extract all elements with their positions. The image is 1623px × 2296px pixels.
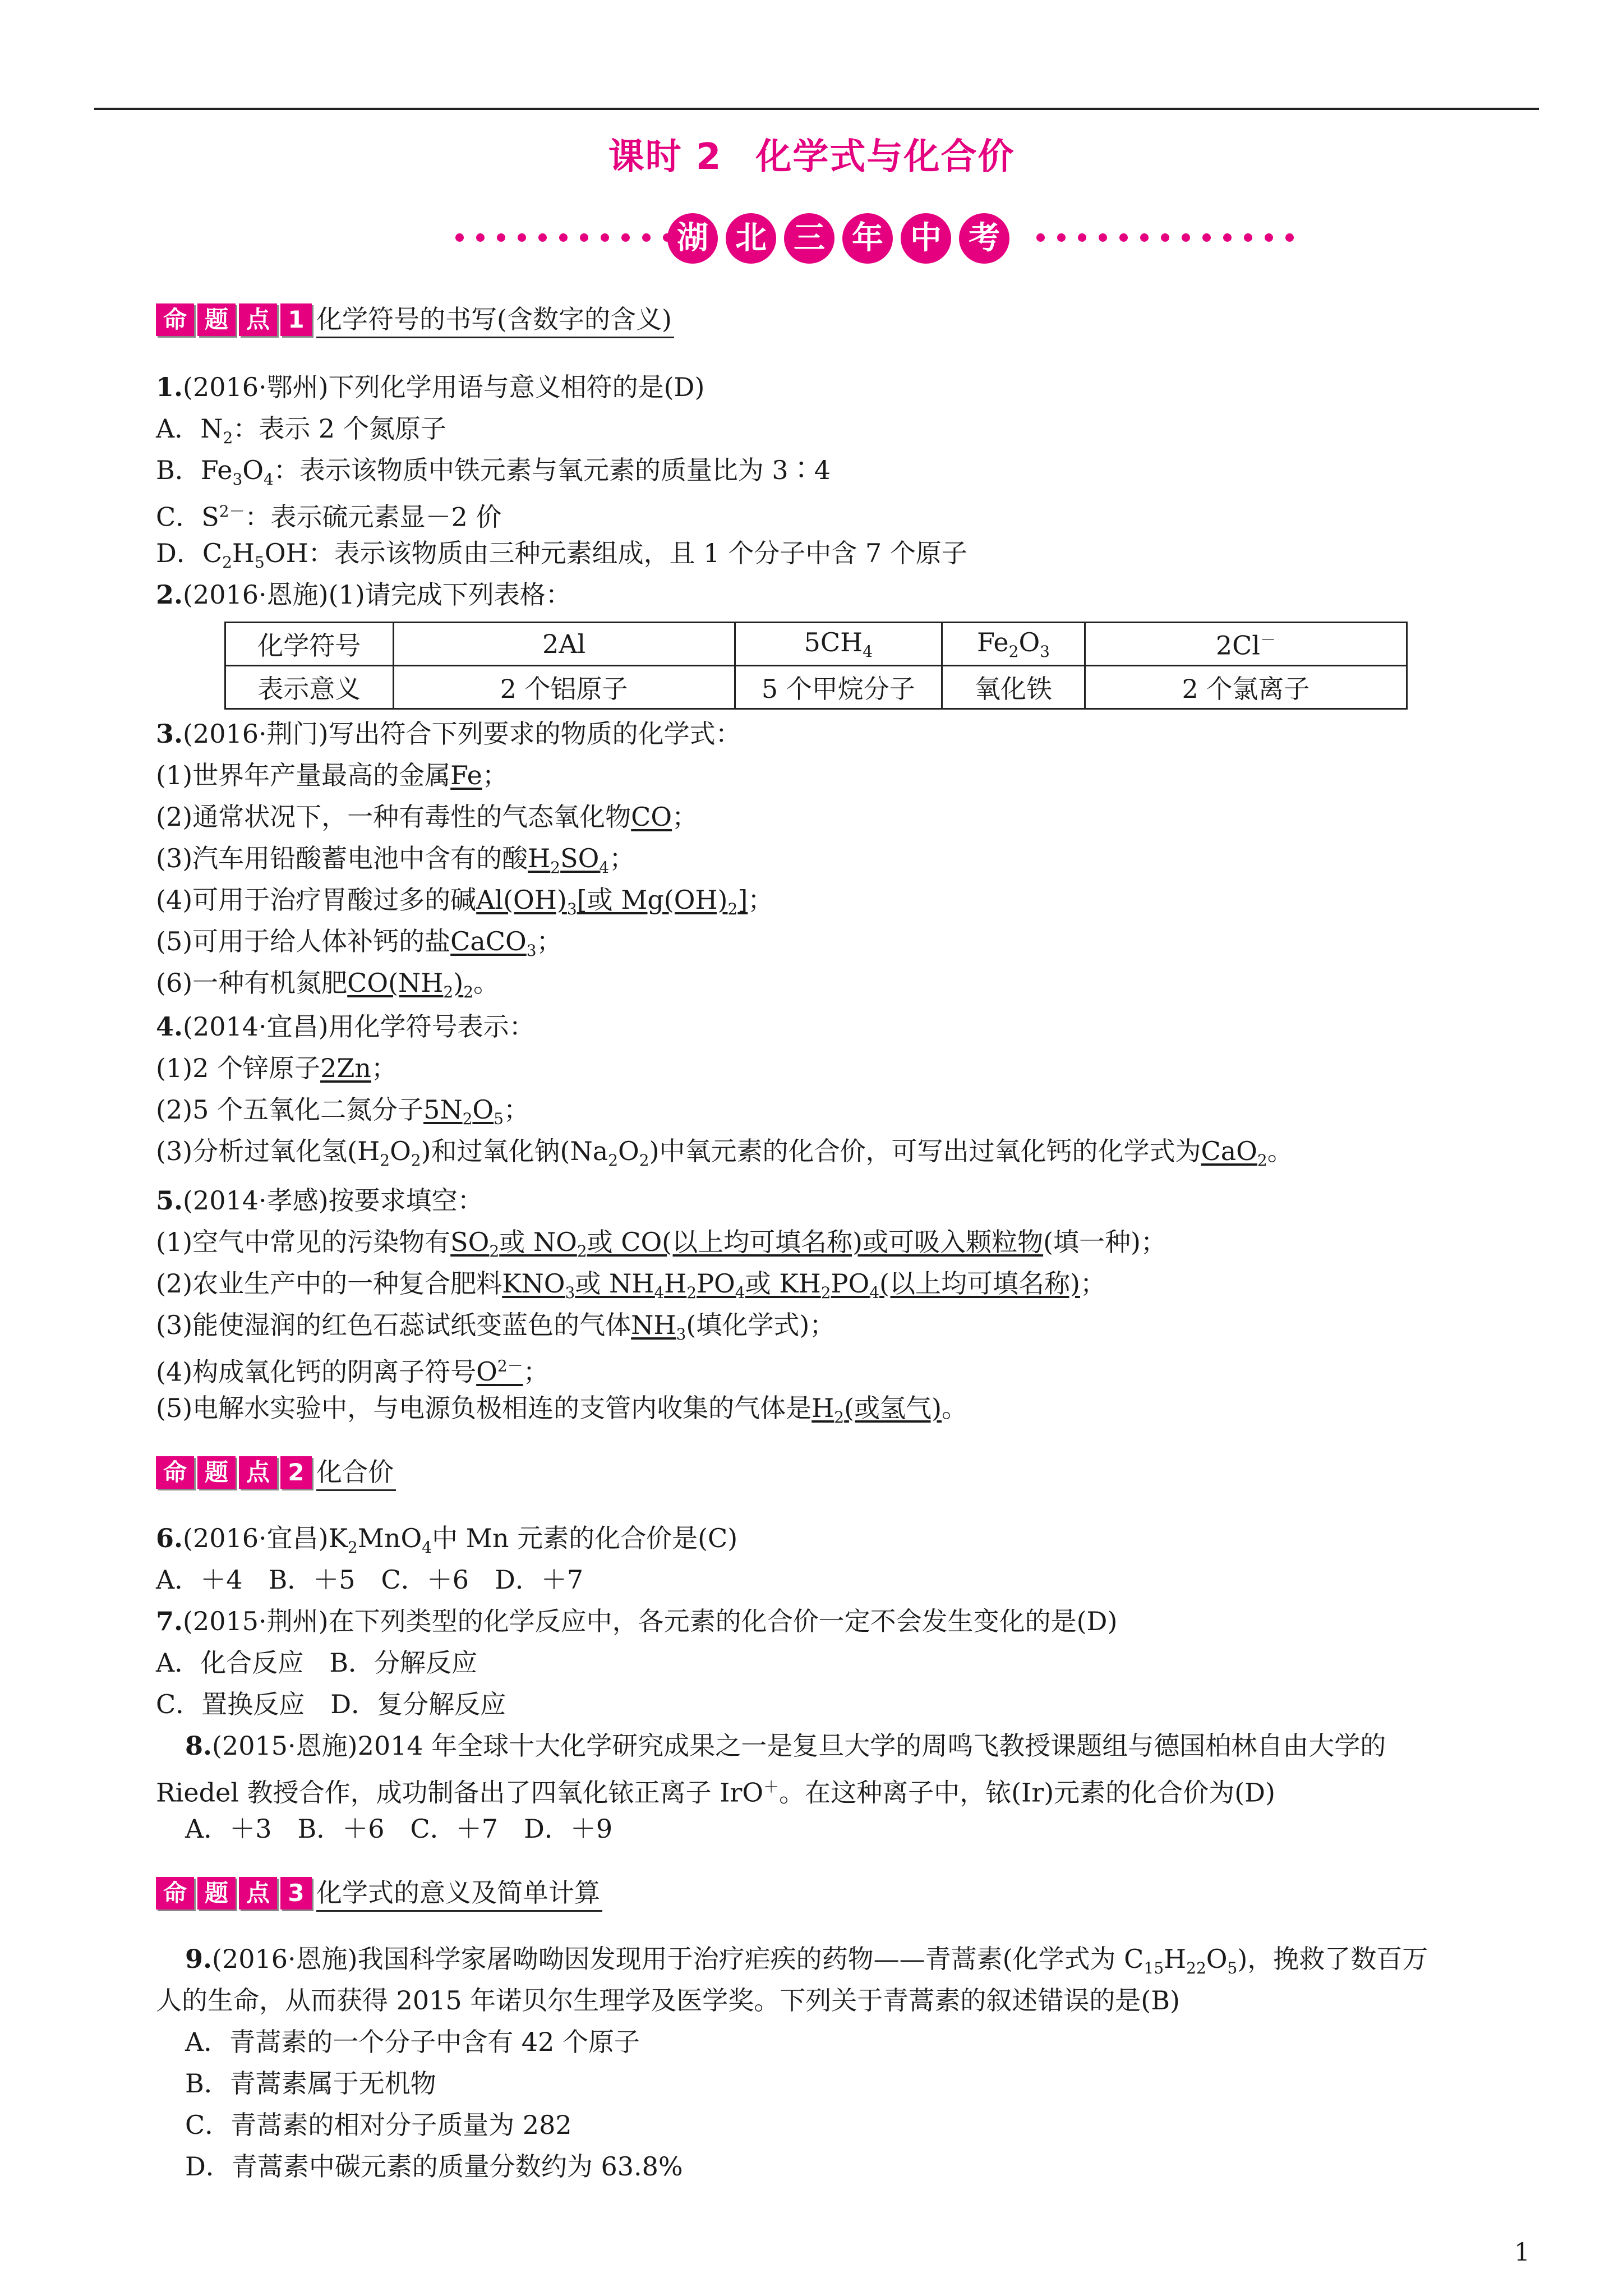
question-9-option-d: D．青蒿素中碳元素的质量分数约为 63.8% (185, 2151, 683, 2182)
question-3-item: (5)可用于给人体补钙的盐CaCO$_3$； (156, 926, 562, 960)
section-title: 化合价 (316, 1455, 396, 1491)
section-badge: 命 题 点 1 (156, 303, 312, 336)
banner-char: 考 (959, 213, 1009, 264)
table-cell: $5CH_4$ (735, 623, 942, 666)
question-9-option-b: B．青蒿素属于无机物 (185, 2068, 436, 2099)
question-2-stem: 2.(2016·恩施)(1)请完成下列表格： (156, 579, 571, 610)
answer: $H_2$(或氢气) (811, 1393, 942, 1427)
answer: $SO_2$或 $NO_2$或 CO(以上均可填名称)或可吸入颗粒物 (450, 1227, 1044, 1261)
banner-char: 中 (901, 213, 951, 264)
question-6-options: A．＋4 B．＋5 C．＋6 D．＋7 (156, 1565, 584, 1595)
question-4-item: (1)2 个锌原子2Zn； (156, 1053, 397, 1083)
table-cell: 5 个甲烷分子 (735, 666, 942, 709)
banner-dots-right (1036, 233, 1294, 242)
table-cell: 2Al (393, 623, 735, 666)
question-3-item: (4)可用于治疗胃酸过多的碱$Al(OH)_3$[或 $Mg(OH)_2$]； (156, 885, 774, 919)
section-title: 化学符号的书写(含数字的含义) (316, 302, 674, 338)
question-5-stem: 5.(2014·孝感)按要求填空： (156, 1185, 483, 1216)
question-5-item: (5)电解水实验中，与电源负极相连的支管内收集的气体是$H_2$(或氢气)。 (156, 1393, 968, 1427)
banner-char: 北 (726, 213, 776, 264)
section-badge: 命 题 点 3 (156, 1877, 312, 1910)
question-1-option-b: B．$Fe_3O_4$：表示该物质中铁元素与氧元素的质量比为 3∶4 (156, 455, 831, 489)
question-5-item: (2)农业生产中的一种复合肥料$KNO_3$或 $NH_4H_2PO_4$或 $KH_2PO_4$(以上均可填名称)； (156, 1268, 1106, 1303)
lesson-name: 化学式与化合价 (755, 136, 1015, 178)
question-8-stem: 8.(2015·恩施)2014 年全球十大化学研究成果之一是复旦大学的周鸣飞教授课题组与德国柏林自由大学的 (185, 1731, 1386, 1761)
question-8-stem-cont: Riedel 教授合作，成功制备出了四氧化铱正离子 IrO＋。在这种离子中，铱(Ir)元素的化合价为(D) (156, 1777, 1275, 1808)
question-3-item: (2)通常状况下，一种有毒性的气态氧化物CO； (156, 802, 698, 832)
table-row (225, 623, 1407, 666)
answer: $Al(OH)_3$[或 $Mg(OH)_2$] (476, 885, 748, 919)
table-cell: 2 个氯离子 (1085, 666, 1407, 709)
question-7-options: A．化合反应 B．分解反应 (156, 1648, 478, 1678)
table-header-cell: 表示意义 (225, 666, 394, 709)
banner (0, 213, 1623, 275)
question-1-stem: 1.(2016·鄂州)下列化学用语与意义相符的是(D) (156, 372, 705, 402)
question-1-option-d: D．$C_2H_5OH$：表示该物质由三种元素组成，且 1 个分子中含 7 个原子 (156, 538, 967, 572)
question-9-option-a: A．青蒿素的一个分子中含有 42 个原子 (185, 2027, 640, 2057)
answer: Fe (450, 760, 482, 790)
question-1-option-c: C．$S^{2-}$：表示硫元素显－2 价 (156, 501, 502, 532)
answer: CaO$_2$ (1201, 1136, 1267, 1170)
answer: $NH_3$ (631, 1310, 686, 1344)
table-cell: $Fe_2O_3$ (942, 623, 1085, 666)
table-row (225, 666, 1407, 709)
question-9-stem-cont: 人的生命，从而获得 2015 年诺贝尔生理学及医学奖。下列关于青蒿素的叙述错误的是(B) (156, 1985, 1181, 2016)
question-2-table (224, 622, 1408, 710)
question-3-item: (3)汽车用铅酸蓄电池中含有的酸$H_2SO_4$； (156, 843, 635, 877)
header-rule (94, 108, 1539, 110)
banner-char: 湖 (667, 213, 718, 264)
question-5-item: (4)构成氧化钙的阴离子符号$O^{2-}$； (156, 1356, 549, 1387)
banner-title (667, 213, 1009, 264)
answer: $5N_2O_5$ (423, 1094, 504, 1129)
section-heading-3 (156, 1874, 602, 1913)
answer: CaCO$_3$ (450, 926, 537, 960)
table-cell: 氧化铁 (942, 666, 1085, 709)
banner-char: 年 (842, 213, 893, 264)
answer: CO (631, 802, 672, 832)
page-number: 1 (1514, 2238, 1530, 2267)
page-title (0, 128, 1623, 180)
question-7-stem: 7.(2015·荆州)在下列类型的化学反应中，各元素的化合价一定不会发生变化的是(D) (156, 1606, 1118, 1636)
section-badge: 命 题 点 2 (156, 1456, 312, 1489)
question-4-item: (2)5 个五氧化二氮分子$5N_2O_5$； (156, 1094, 529, 1129)
table-cell: 2 个铝原子 (393, 666, 735, 709)
question-4-stem: 4.(2014·宜昌)用化学符号表示： (156, 1011, 535, 1042)
question-9-option-c: C．青蒿素的相对分子质量为 282 (185, 2110, 572, 2140)
banner-char: 三 (784, 213, 834, 264)
table-cell: 2Cl－ (1085, 623, 1407, 666)
question-1-option-a: A．$N_2$：表示 2 个氮原子 (156, 413, 446, 448)
lesson-label: 课时 2 (608, 136, 722, 178)
question-7-options: C．置换反应 D．复分解反应 (156, 1689, 506, 1719)
question-3-item: (1)世界年产量最高的金属Fe； (156, 760, 508, 790)
question-3-item: (6)一种有机氮肥$CO(NH_2)_2$。 (156, 968, 500, 1002)
question-4-item: (3)分析过氧化氢$(H_2O_2)$和过氧化钠$(Na_2O_2)$中氧元素的化合价，可写出过氧化钙的化学式为CaO$_2$。 (156, 1136, 1293, 1170)
answer: $KNO_3$或 $NH_4H_2PO_4$或 $KH_2PO_4$(以上均可填名称) (502, 1268, 1080, 1303)
table-header-cell: 化学符号 (225, 623, 394, 666)
question-3-stem: 3.(2016·荆门)写出符合下列要求的物质的化学式： (156, 719, 741, 749)
question-9-stem: 9.(2016·恩施)我国科学家屠呦呦因发现用于治疗疟疾的药物——青蒿素(化学式为 $C_{15}H_{22}O_5$)，挽救了数百万 (185, 1944, 1428, 1978)
section-heading-1 (156, 300, 674, 339)
answer: $O^{2-}$ (476, 1356, 523, 1387)
section-heading-2 (156, 1453, 396, 1492)
question-5-item: (3)能使湿润的红色石蕊试纸变蓝色的气体$NH_3$(填化学式)； (156, 1310, 836, 1344)
answer: $CO(NH_2)_2$ (347, 968, 474, 1002)
section-title: 化学式的意义及简单计算 (316, 1875, 602, 1912)
question-5-item: (1)空气中常见的污染物有$SO_2$或 $NO_2$或 CO(以上均可填名称)或可吸入颗粒物(填一种)； (156, 1227, 1166, 1261)
question-8-options: A．＋3 B．＋6 C．＋7 D．＋9 (185, 1814, 613, 1844)
answer: $H_2SO_4$ (528, 843, 610, 877)
question-6-stem: 6.(2016·宜昌)$K_2MnO_4$中 Mn 元素的化合价是(C) (156, 1523, 738, 1557)
answer: 2Zn (320, 1053, 371, 1083)
